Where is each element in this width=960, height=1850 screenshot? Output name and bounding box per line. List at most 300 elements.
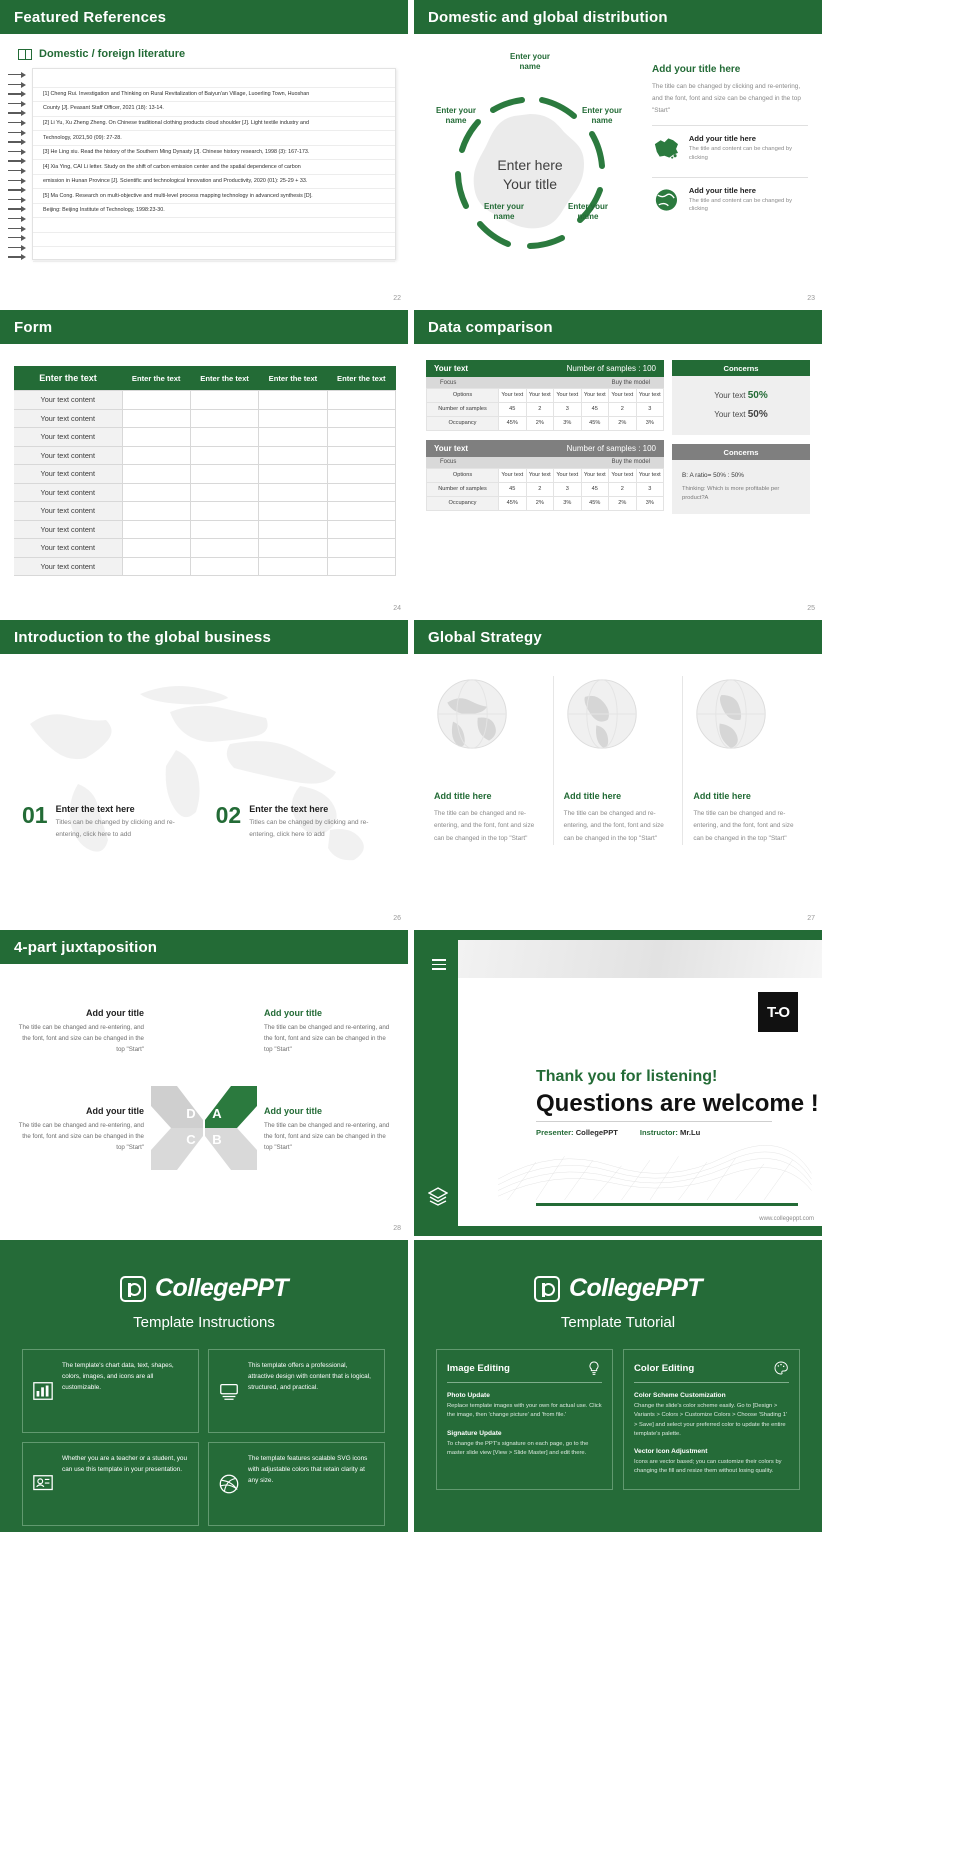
- china-map-icon: [652, 135, 681, 161]
- section-heading: Color Scheme Customization: [634, 1392, 726, 1399]
- data-block-header: [426, 440, 664, 457]
- quadrant-item[interactable]: [264, 1106, 390, 1154]
- section-heading: Vector Icon Adjustment: [634, 1448, 708, 1456]
- petal-diagram[interactable]: [414, 34, 646, 306]
- table-cell[interactable]: [327, 502, 395, 521]
- table-header-row: [14, 366, 396, 391]
- tutorial-section: [447, 1430, 602, 1459]
- page-title: Global Strategy: [428, 628, 542, 646]
- column-header: Enter the text: [190, 366, 258, 391]
- table-cell[interactable]: [190, 465, 258, 484]
- item-text: Titles can be changed by clicking and re-entering, click here to add: [55, 819, 175, 838]
- table-cell[interactable]: [122, 428, 190, 447]
- table-cell[interactable]: [122, 502, 190, 521]
- table-row[interactable]: [14, 520, 396, 539]
- table-cell[interactable]: 45%: [499, 416, 527, 430]
- table-cell[interactable]: [122, 557, 190, 576]
- table-row[interactable]: [427, 482, 664, 496]
- globe-icon: [434, 676, 510, 752]
- table-cell[interactable]: [259, 483, 327, 502]
- table-cell[interactable]: Your text content: [14, 409, 122, 428]
- petal-label: Enter your name: [483, 202, 524, 222]
- column-header: Enter the text: [122, 366, 190, 391]
- logo-mark-icon: [120, 1276, 146, 1302]
- slide-introduction-global-business[interactable]: [0, 620, 408, 926]
- table-cell[interactable]: [259, 502, 327, 521]
- strategy-column[interactable]: [682, 676, 812, 845]
- table-cell[interactable]: [327, 483, 395, 502]
- table-cell[interactable]: 2: [609, 482, 637, 496]
- footer-bar: [536, 1203, 798, 1206]
- column-header: Enter the text: [259, 366, 327, 391]
- quadrant-text: The title can be changed and re-entering, and the font, font and size can be changed in the top "Start": [18, 1024, 144, 1053]
- slide-form[interactable]: [0, 310, 408, 616]
- table-cell[interactable]: [190, 446, 258, 465]
- table-row[interactable]: [427, 416, 664, 430]
- table-cell[interactable]: 45%: [581, 496, 609, 510]
- data-block-table[interactable]: [426, 388, 664, 431]
- info-row[interactable]: [652, 125, 808, 169]
- reference-item: [3] He Ling xiu. Read the history of the Southern Ming Dynasty [J]. Chinese history research, 1998 (3): 167-173.: [33, 146, 395, 161]
- reference-list[interactable]: [32, 68, 396, 260]
- page-title: 4-part juxtaposition: [14, 938, 158, 956]
- table-cell[interactable]: [327, 539, 395, 558]
- page-title: Form: [14, 318, 53, 336]
- data-block[interactable]: [426, 360, 664, 431]
- brand-name: CollegePPT: [155, 1274, 288, 1302]
- section-heading-row: [0, 34, 408, 60]
- table-cell[interactable]: [259, 391, 327, 410]
- center-line-1: Enter here: [497, 157, 563, 174]
- table-row[interactable]: [14, 483, 396, 502]
- page-title: Data comparison: [428, 318, 553, 336]
- numbered-item[interactable]: [22, 804, 186, 840]
- slide-title-bar: [0, 930, 408, 964]
- table-row[interactable]: [427, 496, 664, 510]
- slide-title-bar: [0, 0, 408, 34]
- table-cell[interactable]: [259, 520, 327, 539]
- table-row[interactable]: [14, 391, 396, 410]
- banner-subtitle: Template Tutorial: [560, 1314, 676, 1331]
- page-title: Featured References: [14, 8, 167, 26]
- data-blocks[interactable]: [426, 360, 664, 523]
- table-cell[interactable]: Your text: [609, 468, 637, 482]
- info-title: Add your title here: [688, 133, 756, 143]
- table-cell[interactable]: Your text: [636, 468, 664, 482]
- form-table[interactable]: [14, 366, 396, 576]
- table-cell[interactable]: Your text: [554, 468, 582, 482]
- svg-text:C: C: [186, 1132, 196, 1147]
- info-text: The title and content can be changed by clicking: [688, 197, 793, 213]
- item-title: Enter the text here: [55, 804, 135, 814]
- concerns-body: [672, 376, 810, 435]
- table-row[interactable]: [14, 446, 396, 465]
- table-cell[interactable]: [327, 465, 395, 484]
- reference-item: [5] Ma Cong. Research on multi-objective and multi-level process mapping technology in advanced synthesis [D].: [33, 189, 395, 204]
- table-row[interactable]: [427, 468, 664, 482]
- table-cell[interactable]: Your text content: [14, 446, 122, 465]
- instruction-card: [22, 1442, 199, 1526]
- reference-item: [33, 218, 395, 233]
- table-cell[interactable]: 45%: [499, 496, 527, 510]
- quadrant-title: Add your title: [86, 1106, 144, 1116]
- data-block[interactable]: [426, 440, 664, 511]
- column-title: Add title here: [563, 791, 622, 801]
- reference-item: emission in Hunan Province [J]. Scientific and technological Innovation and Productivity, 2020 (01): 25-29 + 33.: [33, 175, 395, 190]
- table-cell[interactable]: Your text content: [14, 465, 122, 484]
- table-cell[interactable]: 45: [581, 482, 609, 496]
- table-cell[interactable]: 45: [581, 402, 609, 416]
- item-number: 02: [215, 802, 242, 828]
- block-title: Your text: [434, 443, 469, 453]
- card-header-strip: [458, 940, 822, 978]
- concerns-line: Your text 50%: [714, 390, 768, 401]
- row-label: Options: [427, 468, 499, 482]
- brand-name: CollegePPT: [569, 1274, 702, 1302]
- dribbble-icon: [218, 1453, 240, 1515]
- table-cell[interactable]: 45: [499, 402, 527, 416]
- card-text: The template's chart data, text, shapes, colors, images, and icons are all customizable.: [62, 1362, 174, 1392]
- table-cell[interactable]: [190, 502, 258, 521]
- table-cell[interactable]: [327, 391, 395, 410]
- logo-mark-icon: [534, 1276, 560, 1302]
- column-title: Add title here: [693, 791, 751, 801]
- data-block-table[interactable]: [426, 468, 664, 511]
- table-cell[interactable]: Your text content: [14, 428, 122, 447]
- menu-icon[interactable]: [432, 956, 446, 973]
- chart-icon: [32, 1360, 54, 1422]
- quadrant-text: The title can be changed and re-entering, and the font, font and size can be changed in the top "Start": [264, 1024, 390, 1053]
- tutorial-card: [623, 1349, 800, 1490]
- table-cell[interactable]: Your text content: [14, 391, 122, 410]
- row-label: Number of samples: [427, 482, 499, 496]
- book-icon: [18, 49, 32, 60]
- instructor-info: Instructor: Mr.Lu: [639, 1128, 701, 1137]
- table-cell[interactable]: Your text: [609, 389, 637, 403]
- brand-badge: T-O: [758, 992, 798, 1032]
- data-block-header: [426, 360, 664, 377]
- tutorial-section: [634, 1448, 789, 1477]
- concerns-box[interactable]: [672, 360, 810, 435]
- table-cell[interactable]: [122, 391, 190, 410]
- petal-label: Enter your name: [567, 202, 608, 222]
- thank-you-card: [458, 940, 822, 1226]
- slide-thank-you[interactable]: [414, 930, 822, 1236]
- table-cell[interactable]: 2: [526, 402, 554, 416]
- block-sample-count: Number of samples : 100: [566, 443, 656, 453]
- sub-right: Buy the model: [611, 459, 650, 466]
- section-text: Replace template images with your own for actual use. Click the image, then 'change picture' and 'from file.': [447, 1403, 602, 1419]
- table-cell[interactable]: 3%: [554, 496, 582, 510]
- petal-label: Enter your name: [509, 52, 550, 72]
- right-paragraph: The title can be changed by clicking and re-entering, and the font, font and size can be changed in the top "Start": [652, 83, 801, 114]
- table-cell[interactable]: Your text: [526, 468, 554, 482]
- slide-title-bar: [414, 0, 822, 34]
- petal-label: Enter your name: [581, 106, 622, 126]
- table-cell[interactable]: 3: [554, 402, 582, 416]
- item-text: Titles can be changed by clicking and re-entering, click here to add: [249, 819, 369, 838]
- table-cell[interactable]: 2: [609, 402, 637, 416]
- table-cell[interactable]: [327, 557, 395, 576]
- banner-template-instructions: [0, 1240, 408, 1532]
- instruction-card: [208, 1349, 385, 1433]
- presenter-icon: [32, 1453, 54, 1515]
- table-cell[interactable]: [190, 428, 258, 447]
- strategy-column[interactable]: [424, 676, 553, 845]
- x-diagram-icon: [149, 1082, 259, 1174]
- table-row[interactable]: [427, 402, 664, 416]
- quadrant-title: Add your title: [86, 1008, 144, 1018]
- table-cell[interactable]: [327, 428, 395, 447]
- table-cell[interactable]: [122, 446, 190, 465]
- reference-item: [33, 247, 395, 262]
- table-cell[interactable]: 45: [499, 482, 527, 496]
- page-number: 22: [393, 295, 401, 302]
- table-cell[interactable]: [259, 428, 327, 447]
- concerns-note: Thinking: Which is more profitable per product?A: [682, 485, 780, 501]
- table-cell[interactable]: 3: [636, 482, 664, 496]
- table-cell[interactable]: Your text: [554, 389, 582, 403]
- table-cell[interactable]: [122, 409, 190, 428]
- quadrant-item[interactable]: [264, 1008, 390, 1056]
- bulb-icon: [586, 1360, 602, 1376]
- website-url[interactable]: www.collegeppt.com: [759, 1216, 814, 1222]
- quadrant-title: Add your title: [264, 1008, 322, 1018]
- tutorial-card-title: Image Editing: [447, 1362, 510, 1374]
- strategy-column[interactable]: [553, 676, 683, 845]
- table-row[interactable]: [14, 539, 396, 558]
- column-text: The title can be changed and re-entering, and the font, font and size can be changed in the top "Start": [693, 810, 794, 842]
- table-cell[interactable]: Your text content: [14, 502, 122, 521]
- globe-icon: [564, 676, 640, 752]
- table-row[interactable]: [14, 557, 396, 576]
- page-title: Domestic and global distribution: [428, 8, 668, 26]
- table-cell[interactable]: 2: [526, 482, 554, 496]
- page-title: Introduction to the global business: [14, 628, 271, 646]
- table-cell[interactable]: 45%: [581, 416, 609, 430]
- quadrant-text: The title can be changed and re-entering, and the font, font and size can be changed in the top "Start": [264, 1122, 390, 1151]
- petal-label: Enter your name: [435, 106, 476, 126]
- section-text: Change the slide's color scheme easily. Go to [Design > Variants > Colors > Customize Colors > Choose 'Shading 1' > Save] and select your preferred color to update the entire template's palette.: [634, 1403, 788, 1437]
- table-cell[interactable]: [259, 446, 327, 465]
- presenter-info: Presenter: CollegePPT: [536, 1128, 618, 1137]
- slide-title-bar: [0, 310, 408, 344]
- table-row[interactable]: [14, 428, 396, 447]
- card-text: This template offers a professional, attractive design with content that is logical, structured, and practical.: [248, 1362, 371, 1392]
- reference-item: [2] Li Yu, Xu Zheng Zheng. On Chinese traditional clothing products cloud shoulder [J]. Light textile industry and: [33, 117, 395, 132]
- info-text: The title and content can be changed by clicking: [688, 145, 793, 161]
- quadrant-item[interactable]: [18, 1106, 144, 1154]
- divider: [536, 1121, 772, 1122]
- table-cell[interactable]: Your text: [581, 468, 609, 482]
- globe-icon: [652, 187, 681, 213]
- reference-item: [4] Xia Ying, CAI Li letter. Study on the shift of carbon emission center and the spatial dependence of carbon: [33, 160, 395, 175]
- section-heading: Domestic / foreign literature: [39, 48, 186, 60]
- table-row[interactable]: [14, 465, 396, 484]
- table-cell[interactable]: 2%: [609, 416, 637, 430]
- page-number: 28: [393, 1225, 401, 1232]
- slide-data-comparison[interactable]: [414, 310, 822, 616]
- table-row[interactable]: [427, 389, 664, 403]
- concerns-banner: Concerns: [672, 360, 810, 376]
- right-heading: Add your title here: [652, 64, 741, 75]
- slide-title-bar: [0, 620, 408, 654]
- brand-logo: [436, 1274, 800, 1303]
- table-cell[interactable]: [327, 446, 395, 465]
- reference-item: Technology, 2021,50 (09): 27-28.: [33, 131, 395, 146]
- instruction-card: [208, 1442, 385, 1526]
- palette-icon: [773, 1360, 789, 1376]
- card-text: The template features scalable SVG icons with adjustable colors that retain clarity at any size.: [248, 1455, 368, 1485]
- table-cell[interactable]: Your text content: [14, 539, 122, 558]
- block-sample-count: Number of samples : 100: [566, 364, 656, 373]
- table-cell[interactable]: 2%: [526, 416, 554, 430]
- sub-left: Focus: [440, 379, 457, 386]
- table-cell[interactable]: Your text: [636, 389, 664, 403]
- table-cell[interactable]: [190, 483, 258, 502]
- table-cell[interactable]: [122, 539, 190, 558]
- table-cell[interactable]: [122, 465, 190, 484]
- column-header: Enter the text: [14, 366, 122, 391]
- page-number: 25: [807, 605, 815, 612]
- concerns-ratio: B: A ratio= 50% : 50%: [682, 472, 744, 479]
- slide-domestic-global-distribution[interactable]: [414, 0, 822, 306]
- concerns-body: [672, 460, 810, 514]
- table-cell[interactable]: 3%: [636, 496, 664, 510]
- sub-right: Buy the model: [611, 379, 650, 386]
- slide-featured-references[interactable]: [0, 0, 408, 306]
- table-row[interactable]: [14, 409, 396, 428]
- reference-item: [33, 73, 395, 88]
- slide-title-bar: [414, 620, 822, 654]
- svg-text:D: D: [186, 1106, 196, 1121]
- slide-title-bar: [414, 310, 822, 344]
- table-cell[interactable]: [327, 409, 395, 428]
- page-number: 27: [807, 915, 815, 922]
- presenter-meta: [536, 1128, 700, 1137]
- table-cell[interactable]: [122, 520, 190, 539]
- table-cell[interactable]: [122, 483, 190, 502]
- banner-row: [0, 1240, 960, 1532]
- section-heading: Signature Update: [447, 1429, 502, 1437]
- pin-decoration: [6, 68, 32, 260]
- table-cell[interactable]: [327, 520, 395, 539]
- reference-item: [1] Cheng Rui. Investigation and Thinking on Rural Revitalization of Baiyun'an Village, Luoerling Town, Huoshan: [33, 88, 395, 103]
- slide-global-strategy[interactable]: [414, 620, 822, 926]
- tutorial-card: [436, 1349, 613, 1490]
- concerns-line: Your text 50%: [714, 408, 768, 420]
- table-cell[interactable]: Your text content: [14, 520, 122, 539]
- table-cell[interactable]: [190, 391, 258, 410]
- table-cell[interactable]: [190, 557, 258, 576]
- block-title: Your text: [434, 364, 469, 373]
- table-cell[interactable]: [190, 520, 258, 539]
- item-number: 01: [22, 802, 48, 828]
- table-cell[interactable]: 3%: [554, 416, 582, 430]
- thank-you-heading: Thank you for listening!: [536, 1068, 718, 1085]
- table-cell[interactable]: [259, 539, 327, 558]
- data-block-subheader: [426, 457, 664, 468]
- column-title: Add title here: [434, 791, 492, 801]
- world-map-background: [0, 654, 408, 926]
- section-heading: Photo Update: [447, 1392, 490, 1399]
- table-cell[interactable]: Your text: [499, 468, 527, 482]
- section-text: Icons are vector based; you can customize their colors by changing the fill and resize them without losing quality.: [634, 1459, 782, 1475]
- reference-item: Beijing: Beijing Institute of Technology, 1998:23-30.: [33, 204, 395, 219]
- column-header: Enter the text: [327, 366, 395, 391]
- concerns-column[interactable]: [672, 360, 810, 523]
- reference-item: [33, 233, 395, 248]
- info-title: Add your title here: [688, 185, 756, 195]
- reference-item: County [J]. Peasant Staff Officer, 2021 (18): 13-14.: [33, 102, 395, 117]
- sub-left: Focus: [440, 459, 457, 466]
- table-cell[interactable]: Your text: [499, 389, 527, 403]
- table-cell[interactable]: 2%: [609, 496, 637, 510]
- tutorial-card-title: Color Editing: [634, 1362, 695, 1374]
- table-cell[interactable]: [259, 409, 327, 428]
- table-cell[interactable]: [190, 539, 258, 558]
- page-number: 24: [393, 605, 401, 612]
- concerns-banner: Concerns: [672, 444, 810, 460]
- page-number: 26: [393, 915, 401, 922]
- quadrant-text: The title can be changed and re-entering, and the font, font and size can be changed in the top "Start": [18, 1122, 144, 1151]
- table-cell[interactable]: 3: [554, 482, 582, 496]
- slide-four-part-juxtaposition[interactable]: [0, 930, 408, 1236]
- table-cell[interactable]: Your text content: [14, 483, 122, 502]
- quadrant-title: Add your title: [264, 1106, 322, 1116]
- row-label: Options: [427, 389, 499, 403]
- table-cell[interactable]: Your text: [581, 389, 609, 403]
- layers-icon: [218, 1360, 240, 1422]
- table-cell[interactable]: Your text: [526, 389, 554, 403]
- numbered-item[interactable]: [216, 804, 380, 840]
- globe-icon: [693, 676, 769, 752]
- table-cell[interactable]: [259, 465, 327, 484]
- table-cell[interactable]: [190, 409, 258, 428]
- table-cell[interactable]: 3: [636, 402, 664, 416]
- banner-template-tutorial: [414, 1240, 822, 1532]
- quadrant-item[interactable]: [18, 1008, 144, 1056]
- page-number: 23: [807, 295, 815, 302]
- banner-subtitle: Template Instructions: [133, 1314, 275, 1331]
- concerns-box[interactable]: [672, 444, 810, 514]
- column-text: The title can be changed and re-entering, and the font, font and size can be changed in the top "Start": [563, 810, 664, 842]
- card-text: Whether you are a teacher or a student, you can use this template in your presentation.: [62, 1455, 188, 1474]
- info-row[interactable]: [652, 177, 808, 221]
- center-title: [497, 157, 562, 195]
- svg-text:B: B: [212, 1132, 222, 1147]
- table-cell[interactable]: 2%: [526, 496, 554, 510]
- thank-you-subheading: Questions are welcome !: [536, 1090, 819, 1117]
- table-cell[interactable]: 3%: [636, 416, 664, 430]
- brand-logo: [22, 1274, 386, 1303]
- tutorial-section: [634, 1392, 789, 1439]
- table-cell[interactable]: [259, 557, 327, 576]
- table-cell[interactable]: Your text content: [14, 557, 122, 576]
- section-text: To change the PPT's signature on each page, go to the master slide view [View > Slide Master] and edit there.: [447, 1440, 589, 1456]
- row-label: Number of samples: [427, 402, 499, 416]
- row-label: Occupancy: [427, 496, 499, 510]
- column-text: The title can be changed and re-entering, and the font, font and size can be changed in the top "Start": [434, 810, 535, 842]
- tutorial-section: [447, 1392, 602, 1421]
- instruction-card: [22, 1349, 199, 1433]
- table-row[interactable]: [14, 502, 396, 521]
- item-title: Enter the text here: [249, 804, 329, 814]
- layers-icon[interactable]: [428, 1186, 448, 1206]
- row-label: Occupancy: [427, 416, 499, 430]
- center-line-2: Your title: [503, 176, 557, 193]
- data-block-subheader: [426, 377, 664, 388]
